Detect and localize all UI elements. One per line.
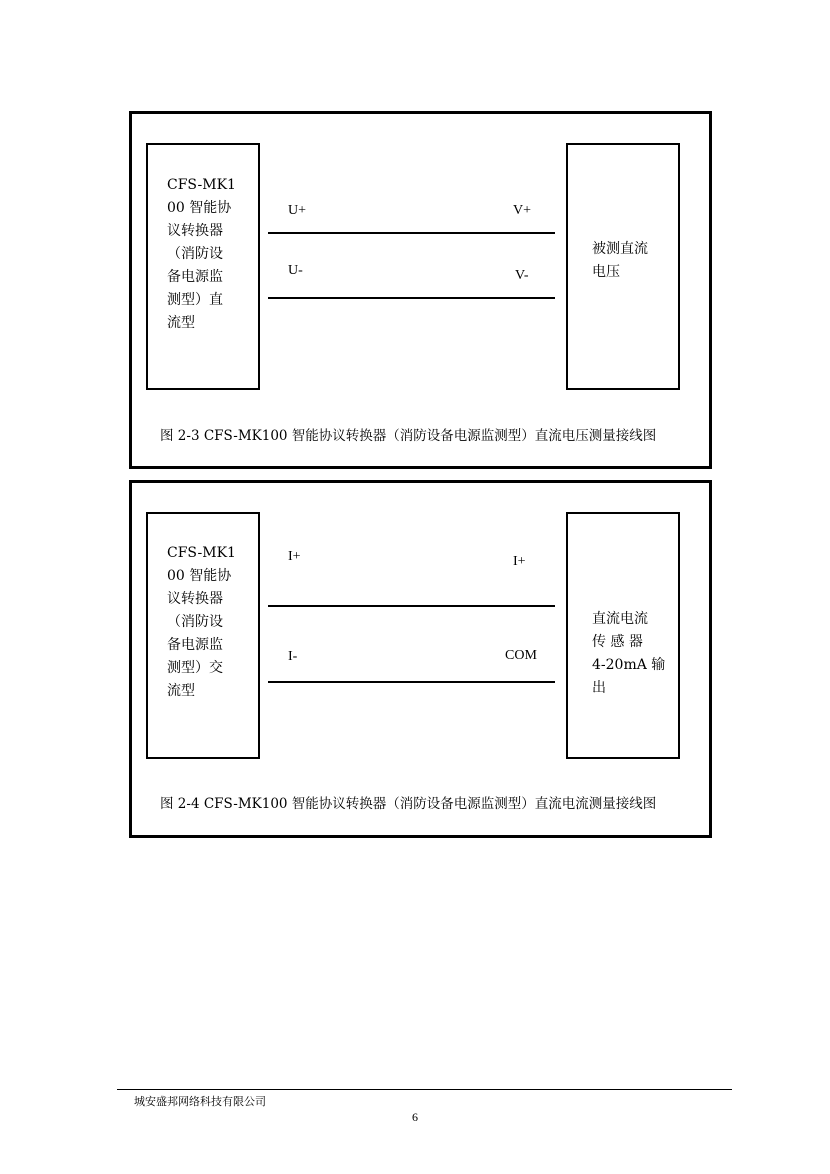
footer-divider — [117, 1089, 732, 1090]
terminal-i-plus-left: I+ — [288, 549, 301, 564]
wire-negative — [268, 297, 555, 299]
figure-2-3-caption: 图 2-3 CFS-MK100 智能协议转换器（消防设备电源监测型）直流电压测量接线图 — [160, 428, 657, 444]
converter-label: CFS-MK1 00 智能协 议转换器 （消防设 备电源监 测型）直 流型 — [167, 177, 236, 331]
current-sensor-label: 直流电流 传 感 器 4-20mA 输 出 — [592, 611, 666, 696]
figure-2-4-caption: 图 2-4 CFS-MK100 智能协议转换器（消防设备电源监测型）直流电流测量接线图 — [160, 796, 657, 812]
terminal-com: COM — [505, 648, 537, 663]
wire-positive — [268, 232, 555, 234]
footer-company-name: 城安盛邦网络科技有限公司 — [134, 1095, 266, 1108]
terminal-i-minus: I- — [288, 649, 298, 664]
converter-label: CFS-MK1 00 智能协 议转换器 （消防设 备电源监 测型）交 流型 — [167, 545, 236, 699]
wire-positive — [268, 605, 555, 607]
terminal-u-plus: U+ — [288, 203, 307, 218]
terminal-u-minus: U- — [288, 263, 303, 278]
page-number: 6 — [412, 1110, 418, 1124]
measured-voltage-label: 被测直流 电压 — [592, 241, 648, 280]
terminal-v-plus: V+ — [513, 203, 532, 218]
terminal-i-plus-right: I+ — [513, 554, 526, 569]
wire-negative — [268, 681, 555, 683]
terminal-v-minus: V- — [515, 268, 529, 283]
